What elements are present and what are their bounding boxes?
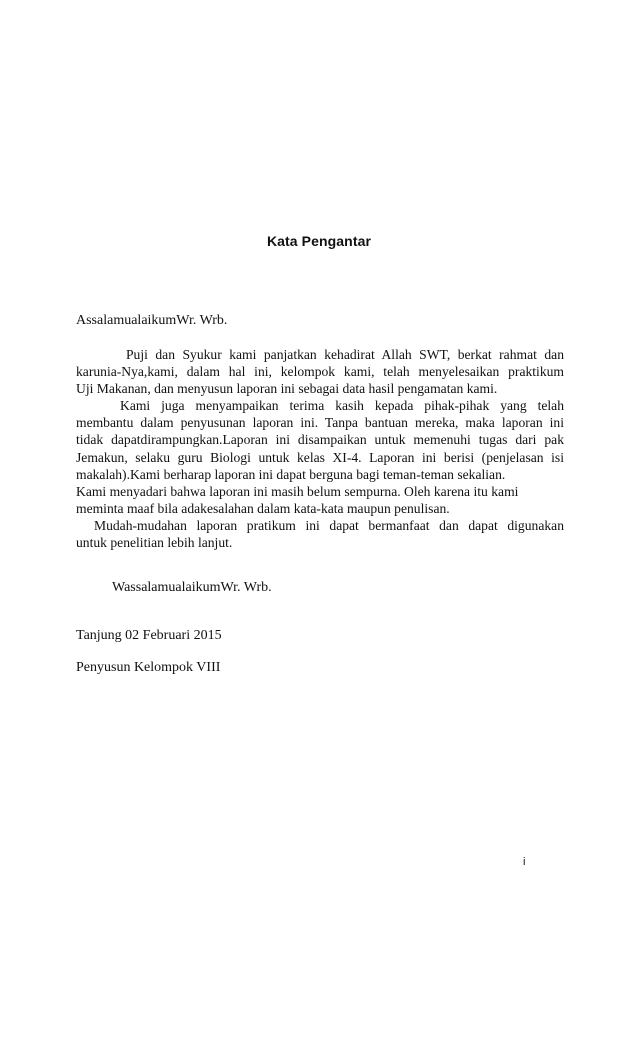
page-title: Kata Pengantar [266,233,372,249]
body-line: tidak dapatdirampungkan.Laporan ini disampaikan untuk memenuhi tugas dari pak [76,432,564,448]
page-number: i [523,856,526,868]
body-line: Jemakun, selaku guru Biologi untuk kelas XI-4. Laporan ini berisi (penjelasan isi [76,449,564,465]
compiler-signature: Penyusun Kelompok VIII [76,660,221,675]
body-line: membantu dalam penyusunan laporan ini. Tanpa bantuan mereka, maka laporan ini [76,415,564,431]
body-line: Uji Makanan, dan menyusun laporan ini sebagai data hasil pengamatan kami. [76,381,498,397]
body-line: meminta maaf bila adakesalahan dalam kata-kata maupun penulisan. [76,500,450,516]
body-paragraphs [76,346,564,551]
body-line: karunia-Nya,kami, dalam hal ini, kelompok kami, telah menyelesaikan praktikum [76,364,564,380]
closing-salutation: WassalamualaikumWr. Wrb. [112,580,272,595]
body-line: makalah).Kami berharap laporan ini dapat berguna bagi teman-teman sekalian. [76,466,506,482]
body-line: Puji dan Syukur kami panjatkan kehadirat Allah SWT, berkat rahmat dan [126,347,564,362]
body-line: Mudah-mudahan laporan pratikum ini dapat bermanfaat dan dapat digunakan [94,517,564,533]
body-line: Kami menyadari bahwa laporan ini masih belum sempurna. Oleh karena itu kami [76,483,519,499]
place-date: Tanjung 02 Februari 2015 [76,628,222,643]
body-line: Kami juga menyampaikan terima kasih kepada pihak-pihak yang telah [120,398,564,414]
body-line: untuk penelitian lebih lanjut. [76,535,233,551]
opening-salutation: AssalamualaikumWr. Wrb. [76,313,228,328]
